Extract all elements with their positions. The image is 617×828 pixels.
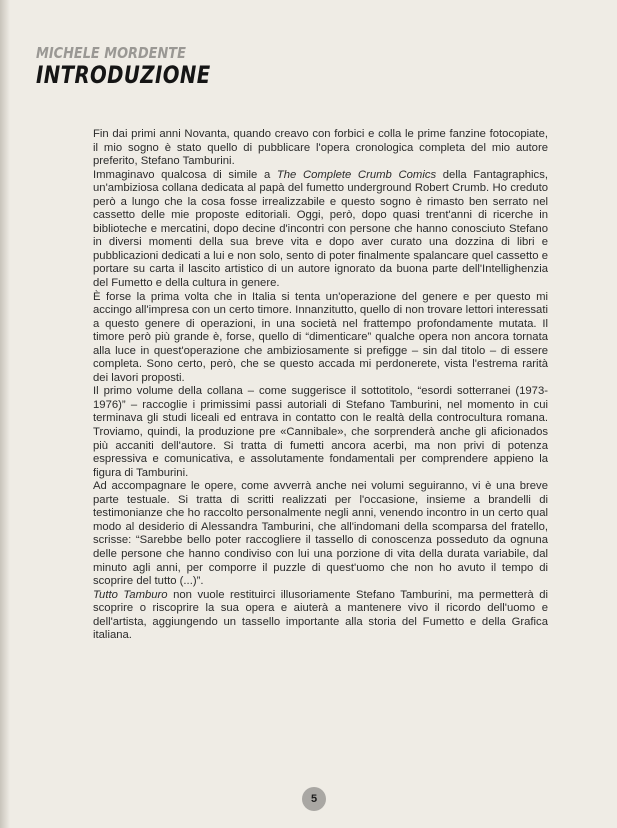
paragraph-1: Fin dai primi anni Novanta, quando creavo con forbici e colla le prime fanzine fotocopiate, il mio sogno è stato quello di pubblicare l'opera cronologica completa del mio autore preferito, Stefano Tamburini. bbox=[93, 128, 548, 168]
paragraph-6-text: non vuole restituirci illusoriamente Stefano Tamburini, ma permetterà di scoprire o riscoprire la sua opera e aiuterà a mantenere vivo il ricordo dell'uomo e dell'artista, aggiungendo un tassello importante alla storia del Fumetto e della Grafica italiana. bbox=[93, 588, 548, 642]
paragraph-2-text-b: della Fantagraphics, un'ambiziosa collana dedicata al papà del fumetto underground Robert Crumb. Ho creduto però a lungo che la cosa fosse irrealizzabile e questo sogno è rimasto ben serrato nel cassetto delle mie proposte editoriali. Oggi, però, dopo quasi trent'anni di ricerche in biblioteche e mercatini, dopo decine d'incontri con persone che hanno conosciuto Stefano in diversi momenti della sua breve vita e dopo aver curato una dozzina di libri e pubblicazioni dedicati a lui e non solo, sento di poter finalmente spalancare quel cassetto e portare su carta il lascito artistico di un autore ignorato da buona parte dell'Intellighenzia del Fumetto e della cultura in genere. bbox=[93, 168, 548, 290]
book-title-tutto-tamburo: Tutto Tamburo bbox=[93, 588, 168, 601]
page-number: 5 bbox=[302, 787, 326, 811]
paragraph-2 bbox=[93, 169, 548, 291]
body-text bbox=[93, 128, 548, 643]
paragraph-2-text-a: Immaginavo qualcosa di simile a bbox=[93, 168, 277, 181]
paragraph-4: Il primo volume della collana – come suggerisce il sottotitolo, “esordi sotterranei (1973-1976)” – raccoglie i primissimi passi autoriali di Stefano Tamburini, nel momento in cui terminava gli studi liceali ed entrava in contatto con le realtà della controcultura romana. Troviamo, quindi, la produzione pre «Cannibale», che sorprenderà anche gli aficionados più accaniti dell'autore. Si tratta di fumetti ancora acerbi, ma non privi di potenza espressiva e comunicativa, e assolutamente fondamentali per comprendere appieno la figura di Tamburini. bbox=[93, 385, 548, 479]
paragraph-6 bbox=[93, 589, 548, 643]
book-title-crumb: The Complete Crumb Comics bbox=[276, 168, 437, 181]
paragraph-3: È forse la prima volta che in Italia si tenta un'operazione del genere e per questo mi accingo all'impresa con un certo timore. Innanzitutto, quello di non trovare lettori interessati a questo genere di operazioni, in una società nel frattempo profondamente mutata. Il timore però più grande è, forse, quello di “dimenticare” qualche opera non ancora tornata alla luce in quest'operazione che ambiziosamente si prefigge – sin dal titolo – di essere completa. Sono certo, però, che se questo accada mi perdonerete, vista l'estrema rarità dei lavori proposti. bbox=[93, 290, 548, 384]
chapter-title: INTRODUZIONE bbox=[36, 61, 211, 89]
page-edge-shadow bbox=[0, 0, 10, 828]
chapter-header bbox=[36, 44, 249, 88]
author-name: MICHELE MORDENTE bbox=[36, 44, 186, 62]
paragraph-5: Ad accompagnare le opere, come avverrà anche nei volumi seguiranno, vi è una breve parte testuale. Si tratta di scritti realizzati per l'occasione, insieme a brandelli di testimonianze che ho raccolto personalmente negli anni, venendo incontro in un certo qual modo al desiderio di Alessandra Tamburini, che all'indomani della scomparsa del fratello, scrisse: “Sarebbe bello poter raccogliere il tassello di conoscenza posseduto da ognuna delle persone che hanno condiviso con lui una porzione di vita della durata variabile, dal minuto agli anni, per comporre il puzzle di quest'uomo che non ho avuto il tempo di scoprire del tutto (...)”. bbox=[93, 480, 548, 588]
